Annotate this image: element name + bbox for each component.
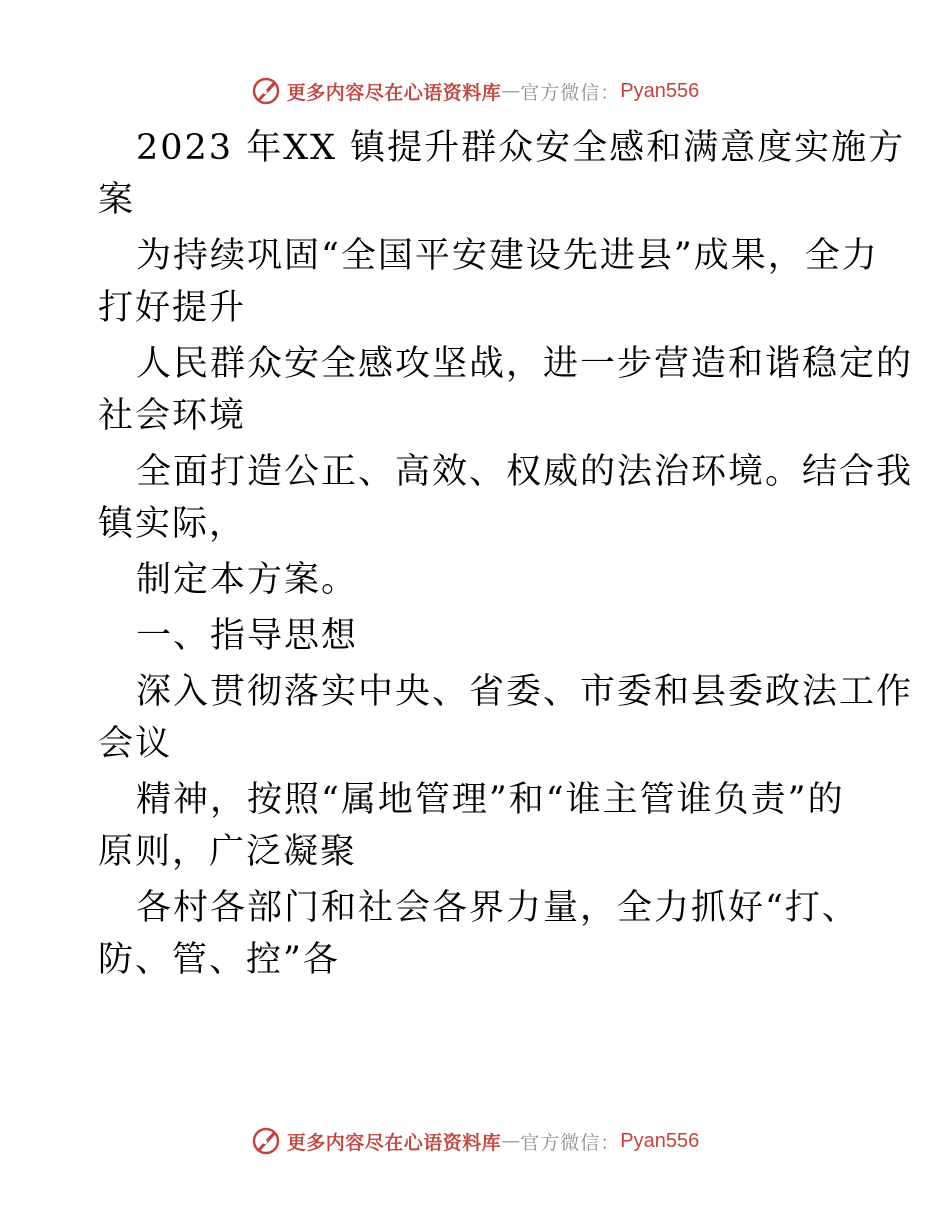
paragraph-line: 人民群众安全感攻坚战，进一步营造和谐稳定的 — [136, 344, 914, 384]
paragraph-line: 原则，广泛凝聚 — [98, 832, 358, 872]
watermark-brand: 更多内容尽在心语资料库 — [286, 81, 502, 104]
quill-seal-icon — [251, 1126, 281, 1156]
document-title-line-2: 案 — [98, 180, 136, 220]
watermark-brand: 更多内容尽在心语资料库 — [286, 1131, 502, 1154]
paragraph-line: 为持续巩固“全国平安建设先进县”成果，全力 — [136, 236, 879, 276]
watermark-dash: — — [501, 80, 521, 102]
watermark-label: 官方微信： — [520, 81, 621, 104]
header-watermark — [0, 74, 950, 108]
watermark-wechat-id: Pyan556 — [620, 79, 700, 102]
watermark-wechat-id: Pyan556 — [620, 1129, 700, 1152]
paragraph-line: 镇实际， — [98, 504, 247, 544]
paragraph-line: 打好提升 — [98, 288, 247, 328]
paragraph-line: 防、管、控”各 — [98, 940, 340, 980]
watermark-label: 官方微信： — [520, 1131, 621, 1154]
quill-seal-icon — [251, 76, 281, 106]
section-heading: 一、指导思想 — [136, 616, 359, 656]
paragraph-line: 会议 — [98, 724, 173, 764]
paragraph-line: 深入贯彻落实中央、省委、市委和县委政法工作 — [136, 672, 914, 712]
document-title-line-1: 2023 年XX 镇提升群众安全感和满意度实施方 — [136, 128, 906, 168]
paragraph-line: 社会环境 — [98, 396, 247, 436]
paragraph-line: 精神，按照“属地管理”和“谁主管谁负责”的 — [136, 780, 845, 820]
footer-watermark — [0, 1124, 950, 1158]
watermark-dash: — — [501, 1130, 521, 1152]
paragraph-line: 各村各部门和社会各界力量，全力抓好“打、 — [136, 888, 859, 928]
document-body — [98, 122, 914, 986]
paragraph-line: 全面打造公正、高效、权威的法治环境。结合我 — [136, 452, 914, 492]
paragraph-line: 制定本方案。 — [136, 560, 359, 600]
